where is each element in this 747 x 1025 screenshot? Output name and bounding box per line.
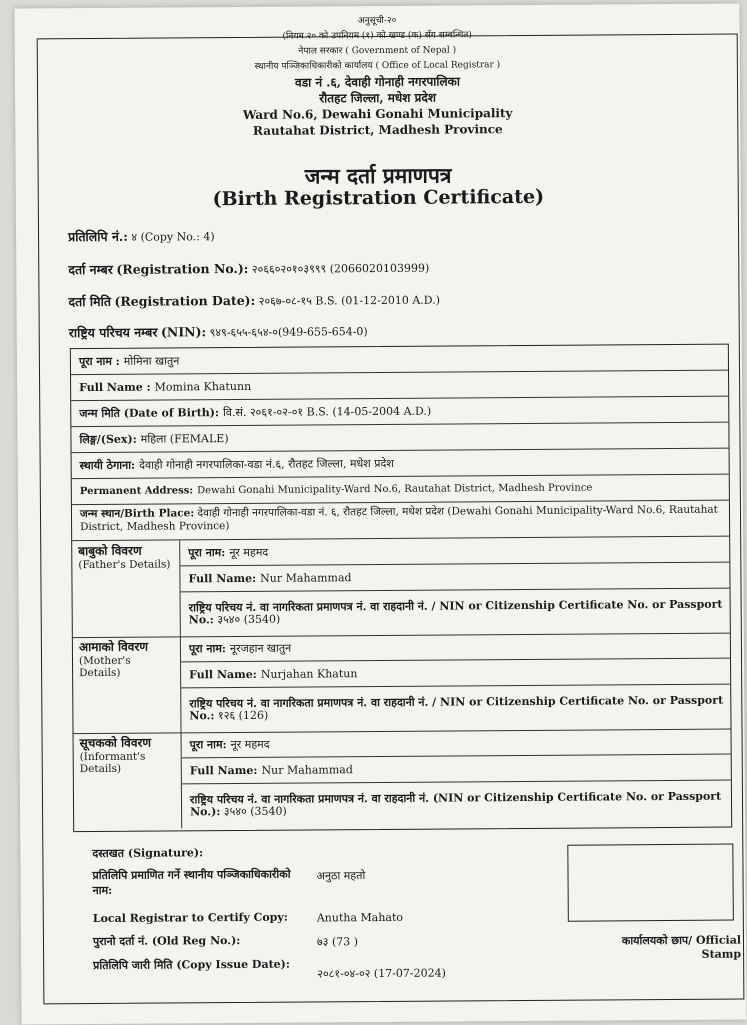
reg-no-label-en: (Registration No.):: [116, 260, 249, 277]
signature-label: दस्तखत (Signature):: [92, 846, 204, 861]
birth-place-value: देवाही गोनाही नगरपालिका-वडा नं. ६, रौतहट जिल्ला, मधेश प्रदेश (Dewahi Gonahi Municipality-Ward No.6, Rautahat District, Madhesh Province): [80, 503, 718, 534]
nin-label-np: राष्ट्रिय परिचय नम्बर: [68, 324, 158, 341]
father-side-np: बाबुको विवरण: [78, 543, 142, 559]
registration-number: [68, 259, 429, 279]
sex-label: लिङ्ग/(Sex):: [79, 432, 137, 447]
title-english: (Birth Registration Certificate): [212, 185, 545, 211]
row-birth-place: [72, 501, 729, 542]
informant-section: [74, 729, 732, 830]
district-np: रौतहट जिल्ला, मधेश प्रदेश: [319, 90, 437, 106]
rule-reference: (नियम २० को उपनियम (१) को खण्ड (क) सँग सम्बन्धित): [282, 30, 472, 42]
dob-value: वि.सं. २०६१-०२-०१ B.S. (14-05-2004 A.D.): [222, 404, 432, 420]
reg-date-label-np: दर्ता मिति: [68, 293, 111, 310]
certificate-header: [15, 11, 741, 140]
stamp-box: [567, 844, 734, 922]
full-name-en-value: Momina Khatunn: [154, 379, 252, 394]
full-name-np-value: मोमिना खातुन: [123, 354, 180, 368]
father-section: [72, 537, 730, 639]
issue-date-value: २०८१-०४-०२ (17-07-2024): [317, 966, 446, 981]
title-nepali: जन्म दर्ता प्रमाणपत्र: [304, 162, 452, 189]
informant-name-en-label: Full Name:: [189, 763, 258, 778]
mother-name-np-row: [181, 633, 730, 663]
perm-address-np-value: देवाही गोनाही नगरपालिका-वडा नं.६, रौतहट जिल्ला, मधेश प्रदेश: [139, 456, 394, 472]
informant-name-en-value: Nur Mahammad: [261, 763, 353, 777]
registrar-en-value: Anutha Mahato: [316, 910, 404, 925]
issue-date-label: प्रतिलिपि जारी मिति (Copy Issue Date):: [93, 957, 290, 973]
registrar-np-value: अनुठा महतो: [316, 869, 366, 883]
mother-name-en-row: [181, 659, 730, 689]
reg-no-value: २०६६०२०१०३९९९ (2066020103999): [251, 261, 430, 276]
registrar-np-label: प्रतिलिपि प्रमाणित गर्ने स्थानीय पञ्जिकाधिकारीको नाम:: [92, 867, 291, 898]
mother-id-label: राष्ट्रिय परिचय नं. वा नागरिकता प्रमाणपत्र नं. वा राहदानी नं. / NIN or Citizenship Certificate No. or Passport No.:: [189, 693, 724, 723]
informant-side-np: सूचकको विवरण: [79, 735, 152, 751]
informant-id-row: [182, 781, 731, 829]
nin-label-en: (NIN):: [160, 324, 207, 340]
mother-side-en: (Mother's Details): [78, 654, 131, 680]
copy-number: [68, 227, 215, 245]
dob-label: जन्म मिति (Date of Birth):: [79, 406, 220, 421]
informant-side-label: [74, 732, 183, 829]
mother-name-en-value: Nurjahan Khatun: [260, 667, 358, 681]
full-name-np-label: पूरा नाम :: [78, 354, 120, 369]
district-en: Rautahat District, Madhesh Province: [252, 122, 503, 138]
father-id-label: राष्ट्रिय परिचय नं. वा नागरिकता प्रमाणपत्र नं. वा राहदानी नं. / NIN or Citizenship Certificate No. or Passport No.:: [188, 597, 723, 627]
father-id-row: [181, 589, 730, 637]
copy-number-value: ४ (Copy No.: 4): [131, 230, 215, 244]
reg-date-label-en: (Registration Date):: [114, 292, 256, 309]
copy-number-label: प्रतिलिपि नं.:: [68, 228, 128, 245]
registration-date: [68, 291, 440, 311]
perm-address-en-value: Dewahi Gonahi Municipality-Ward No.6, Rautahat District, Madhesh Province: [197, 482, 593, 497]
perm-address-np-label: स्थायी ठेगाना:: [79, 458, 136, 473]
ward-en: Ward No.6, Dewahi Gonahi Municipality: [242, 106, 513, 122]
father-side-en: (Father's Details): [78, 558, 171, 572]
schedule-label: अनुसूची-२०: [357, 15, 397, 27]
certificate-paper: [14, 3, 746, 1024]
stamp-label: कार्यालयको छाप/ Official Stamp: [621, 933, 742, 961]
father-name-np-label: पूरा नाम:: [188, 546, 226, 560]
old-reg-label: पुरानो दर्ता नं. (Old Reg No.):: [92, 933, 241, 949]
mother-id-value: १२६ (126): [217, 708, 269, 723]
mother-section: [73, 633, 731, 735]
mother-name-np-label: पूरा नाम:: [188, 642, 227, 656]
details-table: [70, 344, 732, 833]
government-label: नेपाल सरकार ( Government of Nepal ): [298, 45, 457, 57]
father-name-np-value: नूर महमद: [229, 545, 269, 560]
old-reg-value: ७३ (73 ): [316, 935, 359, 949]
informant-id-label: राष्ट्रिय परिचय नं. वा नागरिकता प्रमाणपत्र नं. वा राहदानी नं. (NIN or Citizenship Certificate No. or Passport No.):: [189, 789, 722, 819]
birth-place-label: जन्म स्थान/Birth Place:: [79, 507, 195, 521]
father-name-en-row: [180, 563, 729, 593]
informant-name-np-row: [182, 729, 731, 759]
father-id-value: ३५४० (3540): [217, 612, 281, 627]
informant-name-en-row: [182, 755, 731, 785]
office-label: स्थानीय पञ्जिकाधिकारीको कार्यालय ( Office of Local Registrar ): [254, 60, 501, 72]
mother-name-en-label: Full Name:: [189, 667, 257, 682]
perm-address-en-label: Permanent Address:: [79, 485, 194, 498]
nin-value: ९४९-६५५-६५४-०(949-655-654-0): [209, 325, 368, 340]
mother-side-np: आमाको विवरण: [78, 639, 149, 655]
informant-id-value: ३५४० (3540): [223, 804, 287, 819]
informant-name-np-value: नूर महमद: [230, 737, 270, 752]
sex-value: महिला (FEMALE): [140, 432, 229, 446]
ward-np: वडा नं .६, देवाही गोनाही नगरपालिका: [294, 74, 460, 90]
nin: [69, 322, 368, 341]
mother-name-np-value: नूरजहान खातुन: [229, 641, 292, 656]
full-name-en-label: Full Name :: [79, 380, 151, 395]
reg-date-value: २०६७-०८-१५ B.S. (01-12-2010 A.D.): [258, 293, 441, 308]
mother-id-row: [181, 685, 730, 733]
informant-name-np-label: पूरा नाम:: [189, 738, 227, 752]
father-name-en-value: Nur Mahammad: [260, 571, 352, 585]
registrar-en-label: Local Registrar to Certify Copy:: [92, 910, 288, 926]
mother-side-label: [73, 636, 182, 733]
reg-no-label-np: दर्ता नम्बर: [68, 261, 113, 278]
father-name-np-row: [180, 537, 729, 567]
father-side-label: [72, 540, 181, 637]
father-name-en-label: Full Name:: [188, 571, 257, 586]
informant-side-en: (Informant's Details): [79, 750, 146, 776]
